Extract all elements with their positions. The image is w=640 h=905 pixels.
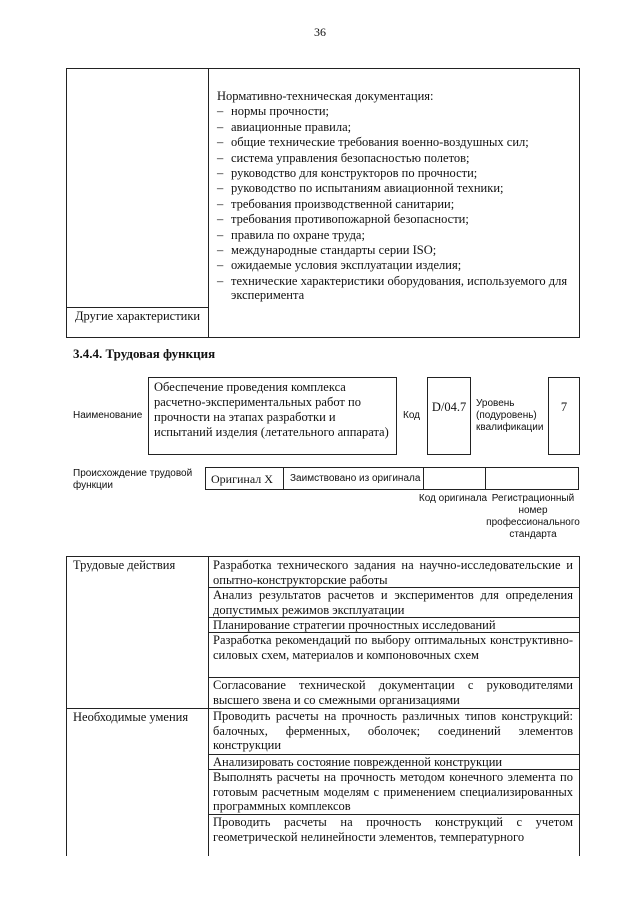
origin-row xyxy=(205,467,579,490)
list-item: – руководство для конструкторов по прочности; xyxy=(217,166,573,181)
qualification-level-box: 7 xyxy=(548,377,580,455)
list-item: – международные стандарты серии ISO; xyxy=(217,243,573,258)
list-item: – правила по охране труда; xyxy=(217,228,573,243)
normative-docs-cell xyxy=(217,89,573,302)
normative-docs-title: Нормативно-техническая документация: xyxy=(217,89,434,103)
page-number: 36 xyxy=(314,25,326,39)
labor-action-item: Согласование технической документации с руководителями высшего звена и со смежными организациями xyxy=(213,678,573,707)
labor-action-item: Разработка рекомендаций по выбору оптимальных конструктивно-силовых схем, материалов и компоновочных схем xyxy=(213,633,573,662)
borrowed-cell: Заимствовано из оригинала xyxy=(290,473,421,484)
row-divider xyxy=(67,307,208,308)
list-item: – требования производственной санитарии; xyxy=(217,197,573,212)
labor-action-item: Разработка технического задания на научно-исследовательские и опытно-конструкторские работы xyxy=(213,558,573,587)
labor-action-item: Планирование стратегии прочностных исследований xyxy=(213,618,496,632)
required-skills-label: Необходимые умения xyxy=(73,710,189,724)
other-characteristics-label: Другие характеристики xyxy=(75,309,201,323)
labor-action-item: Анализ результатов расчетов и экспериментов для определения допустимых режимов эксплуатации xyxy=(213,588,573,617)
section-heading: 3.4.4. Трудовая функция xyxy=(73,346,216,361)
function-code-box: D/04.7 xyxy=(427,377,471,455)
skill-item: Проводить расчеты на прочность различных типов конструкций: балочных, ферменных, оболочек; соединений элементов конструкции xyxy=(213,709,573,752)
origin-label: Происхождение трудовой функции xyxy=(73,468,193,491)
normative-docs-list xyxy=(217,104,573,301)
labor-function-table xyxy=(66,556,580,856)
skill-item: Анализировать состояние поврежденной конструкции xyxy=(213,755,503,769)
list-item: – авиационные правила; xyxy=(217,120,573,135)
original-cell: Оригинал X xyxy=(211,472,273,486)
column-divider xyxy=(208,69,209,337)
skill-item: Проводить расчеты на прочность конструкций с учетом геометрической нелинейности элементов, температурного xyxy=(213,815,573,844)
list-item: – требования противопожарной безопасности; xyxy=(217,212,573,227)
list-item: – общие технические требования военно-воздушных сил; xyxy=(217,135,573,150)
cell-divider xyxy=(423,468,424,489)
cell-divider xyxy=(485,468,486,489)
list-item: – нормы прочности; xyxy=(217,104,573,119)
qualification-level-label: Уровень (подуровень) квалификации xyxy=(476,398,544,433)
labor-actions-label: Трудовые действия xyxy=(73,558,176,572)
code-label: Код xyxy=(403,410,421,421)
function-name-box: Обеспечение проведения комплекса расчетно-экспериментальных работ по прочности на этапах разработки и испытаний изделия (летательного аппарата) xyxy=(148,377,397,455)
skill-item: Выполнять расчеты на прочность методом конечного элемента по готовым расчетным моделям с применением специализированных программных комплексов xyxy=(213,770,573,813)
list-item: – руководство по испытаниям авиационной техники; xyxy=(217,181,573,196)
list-item: – ожидаемые условия эксплуатации изделия; xyxy=(217,258,573,273)
cell-divider xyxy=(283,468,284,489)
name-label: Наименование xyxy=(73,410,143,421)
reg-number-caption: Регистрационный номер профессионального стандарта xyxy=(486,493,580,540)
code-original-caption: Код оригинала xyxy=(418,493,488,504)
list-item: – система управления безопасностью полетов; xyxy=(217,151,573,166)
column-divider xyxy=(208,557,209,856)
other-characteristics-table xyxy=(66,68,580,338)
list-item: – технические характеристики оборудования, используемого для эксперимента xyxy=(217,274,573,302)
